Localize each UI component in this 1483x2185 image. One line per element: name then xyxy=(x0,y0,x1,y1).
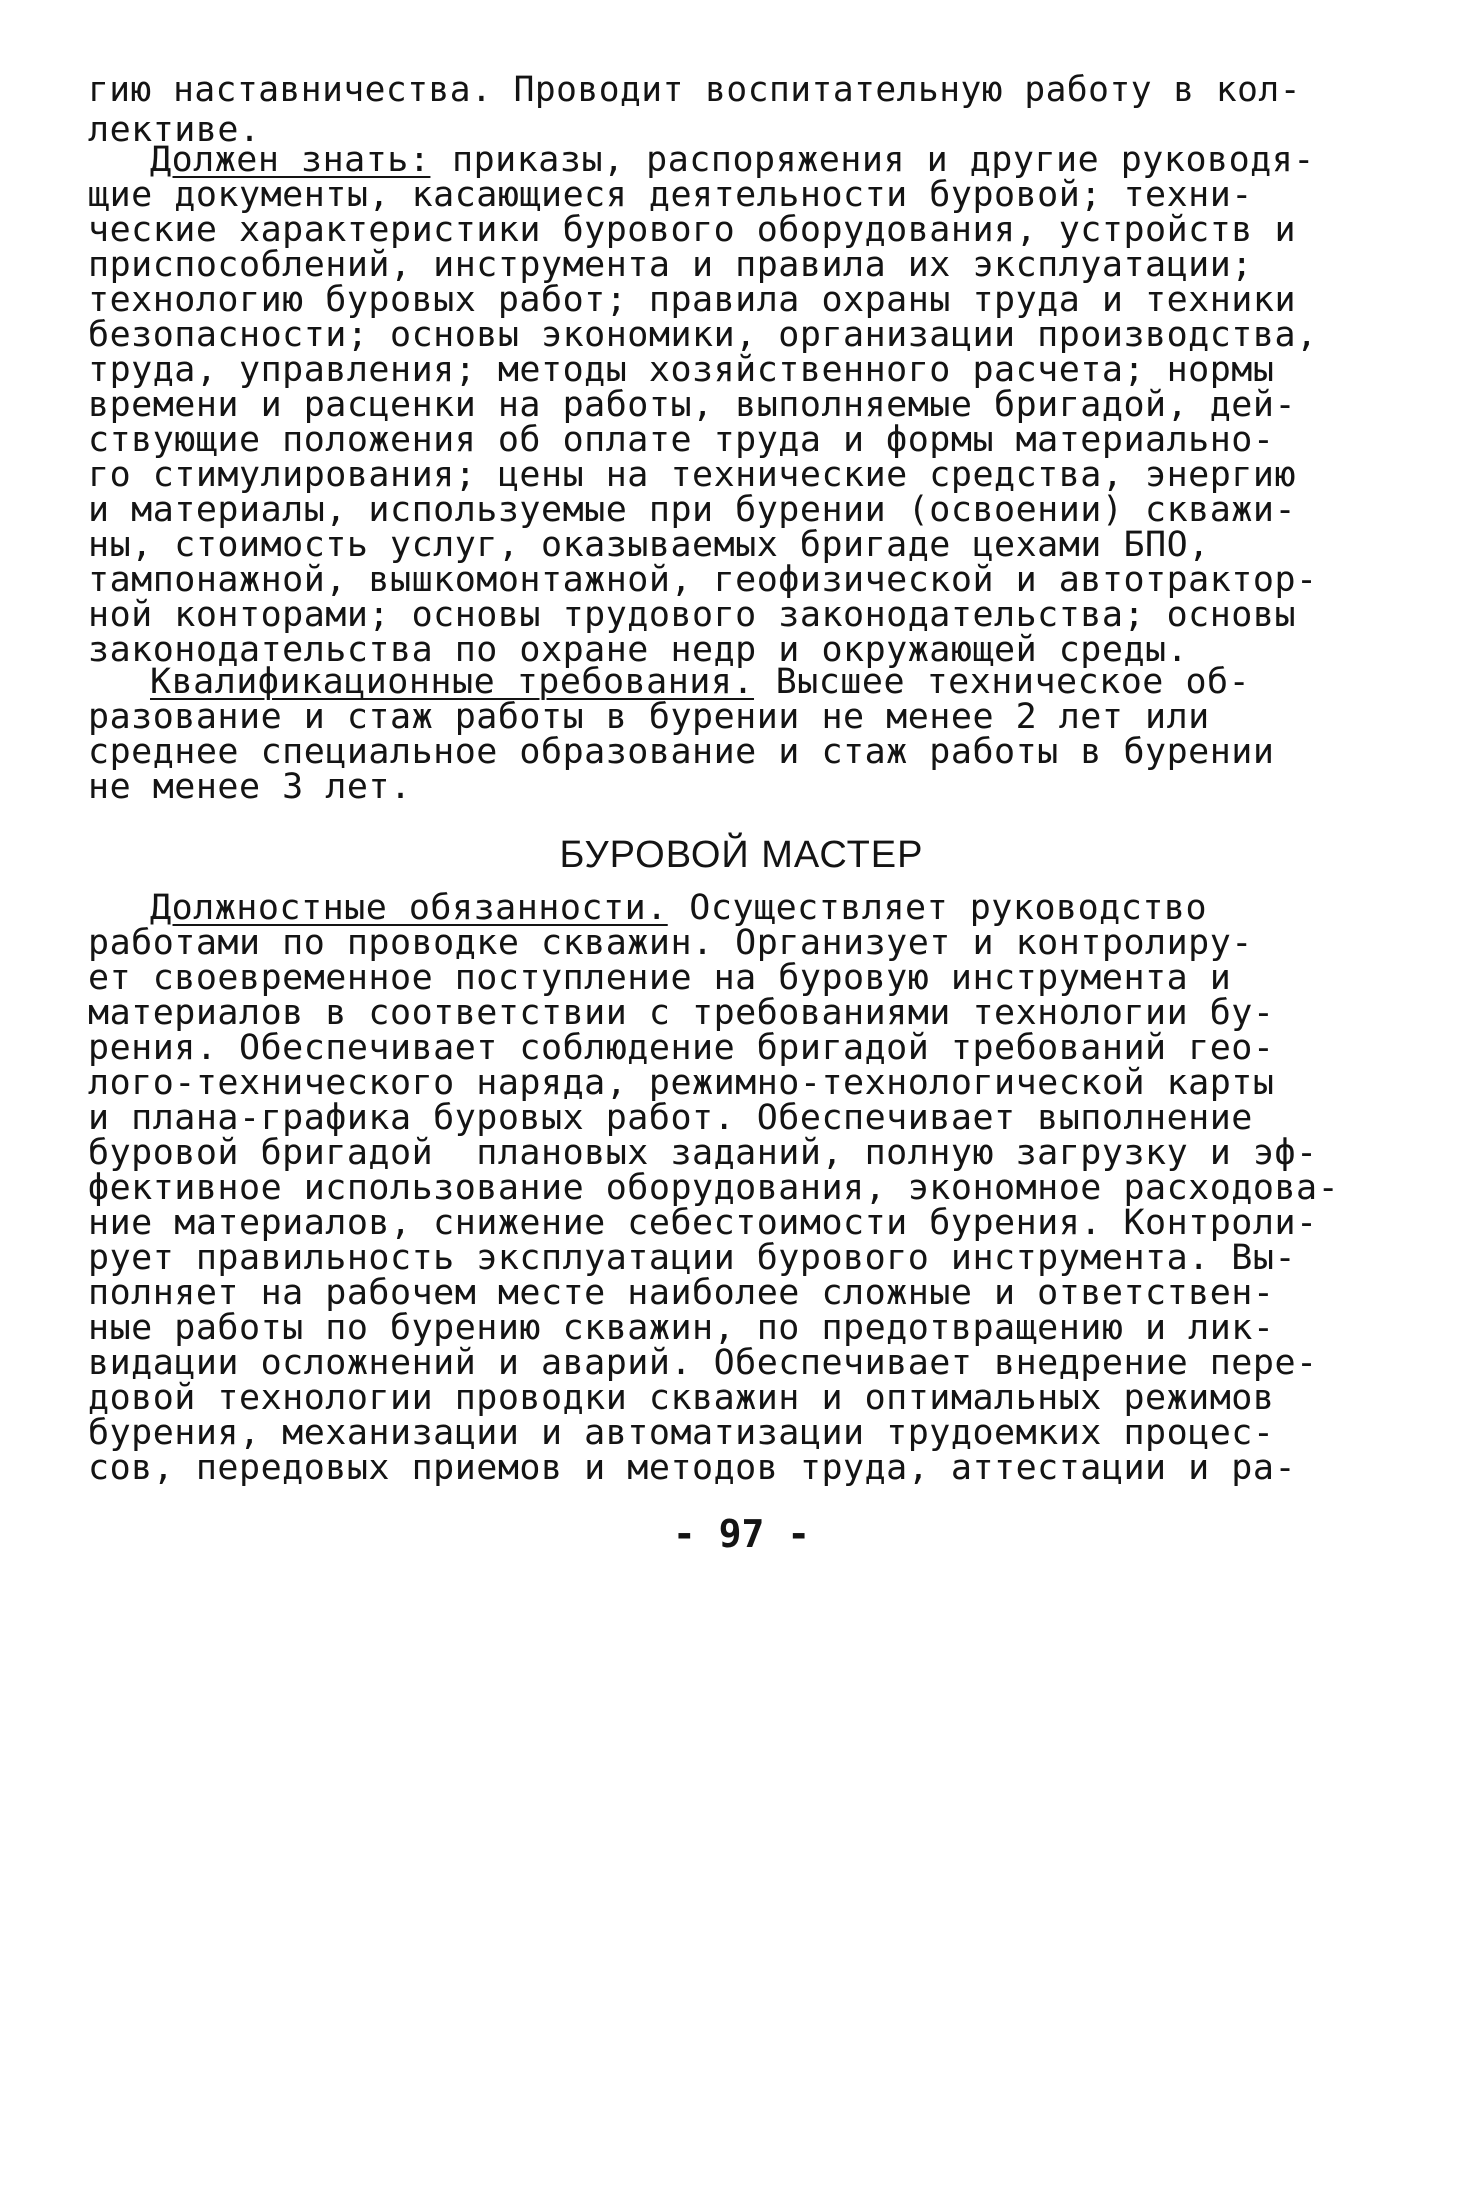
text-line: ной конторами; основы трудового законодательства; основы xyxy=(88,595,1297,635)
text-line: гию наставничества. Проводит воспитательную работу в кол- xyxy=(88,70,1301,110)
text-run: приказы, распоряжения и другие руководя- xyxy=(430,140,1315,180)
text-line: ные работы по бурению скважин, по предотвращению и лик- xyxy=(88,1308,1275,1348)
text-line xyxy=(150,888,1207,928)
text-run: Высшее техническое об- xyxy=(754,662,1251,702)
text-line: технологию буровых работ; правила охраны труда и техники xyxy=(88,280,1297,320)
text-line: ет своевременное поступление на буровую инструмента и xyxy=(88,958,1232,998)
text-line: рует правильность эксплуатации бурового инструмента. Вы- xyxy=(88,1238,1297,1278)
text-line: лого-технического наряда, режимно-технологической карты xyxy=(88,1063,1275,1103)
text-line: работами по проводке скважин. Организует и контролиру- xyxy=(88,923,1253,963)
text-line: труда, управления; методы хозяйственного расчета; нормы xyxy=(88,350,1275,390)
text-line: фективное использование оборудования, экономное расходова- xyxy=(88,1168,1340,1208)
text-line: полняет на рабочем месте наиболее сложные и ответствен- xyxy=(88,1273,1275,1313)
text-line: видации осложнений и аварий. Обеспечивает внедрение пере- xyxy=(88,1343,1318,1383)
text-line: безопасности; основы экономики, организации производства, xyxy=(88,315,1318,355)
text-line: среднее специальное образование и стаж работы в бурении xyxy=(88,732,1275,772)
text-line: рения. Обеспечивает соблюдение бригадой требований гео- xyxy=(88,1028,1275,1068)
section-heading: БУРОВОЙ МАСТЕР xyxy=(559,834,924,876)
text-line: и плана-графика буровых работ. Обеспечивает выполнение xyxy=(88,1098,1253,1138)
text-line: довой технологии проводки скважин и оптимальных режимов xyxy=(88,1378,1275,1418)
text-line: разование и стаж работы в бурении не менее 2 лет или xyxy=(88,697,1210,737)
text-line: времени и расценки на работы, выполняемые бригадой, дей- xyxy=(88,385,1297,425)
section-label-duties: Должностные обязанности. xyxy=(150,888,668,928)
text-line xyxy=(150,140,1315,180)
text-line: ческие характеристики бурового оборудования, устройств и xyxy=(88,210,1297,250)
text-line: щие документы, касающиеся деятельности буровой; техни- xyxy=(88,175,1253,215)
text-run: Осуществляет руководство xyxy=(667,888,1208,928)
text-line: законодательства по охране недр и окружающей среды. xyxy=(88,630,1189,670)
text-line: ствующие положения об оплате труда и формы материально- xyxy=(88,420,1275,460)
text-line: ние материалов, снижение себестоимости бурения. Контроли- xyxy=(88,1203,1318,1243)
text-line: материалов в соответствии с требованиями технологии бу- xyxy=(88,993,1275,1033)
page-number: - 97 - xyxy=(672,1512,811,1556)
text-line: и материалы, используемые при бурении (освоении) скважи- xyxy=(88,490,1297,530)
text-line: сов, передовых приемов и методов труда, аттестации и ра- xyxy=(88,1448,1297,1488)
text-line: приспособлений, инструмента и правила их эксплуатации; xyxy=(88,245,1253,285)
section-label-qualification: Квалификационные требования. xyxy=(150,662,755,702)
text-line: буровой бригадой плановых заданий, полную загрузку и эф- xyxy=(88,1133,1318,1173)
text-line xyxy=(150,662,1250,702)
text-line: бурения, механизации и автоматизации трудоемких процес- xyxy=(88,1413,1275,1453)
text-line: лективе. xyxy=(88,110,261,150)
text-line: го стимулирования; цены на технические средства, энергию xyxy=(88,455,1297,495)
text-line: тампонажной, вышкомонтажной, геофизической и автотрактор- xyxy=(88,560,1318,600)
text-line: ны, стоимость услуг, оказываемых бригаде цехами БПО, xyxy=(88,525,1210,565)
section-label-must-know: Должен знать: xyxy=(150,140,431,180)
text-line: не менее 3 лет. xyxy=(88,767,412,807)
